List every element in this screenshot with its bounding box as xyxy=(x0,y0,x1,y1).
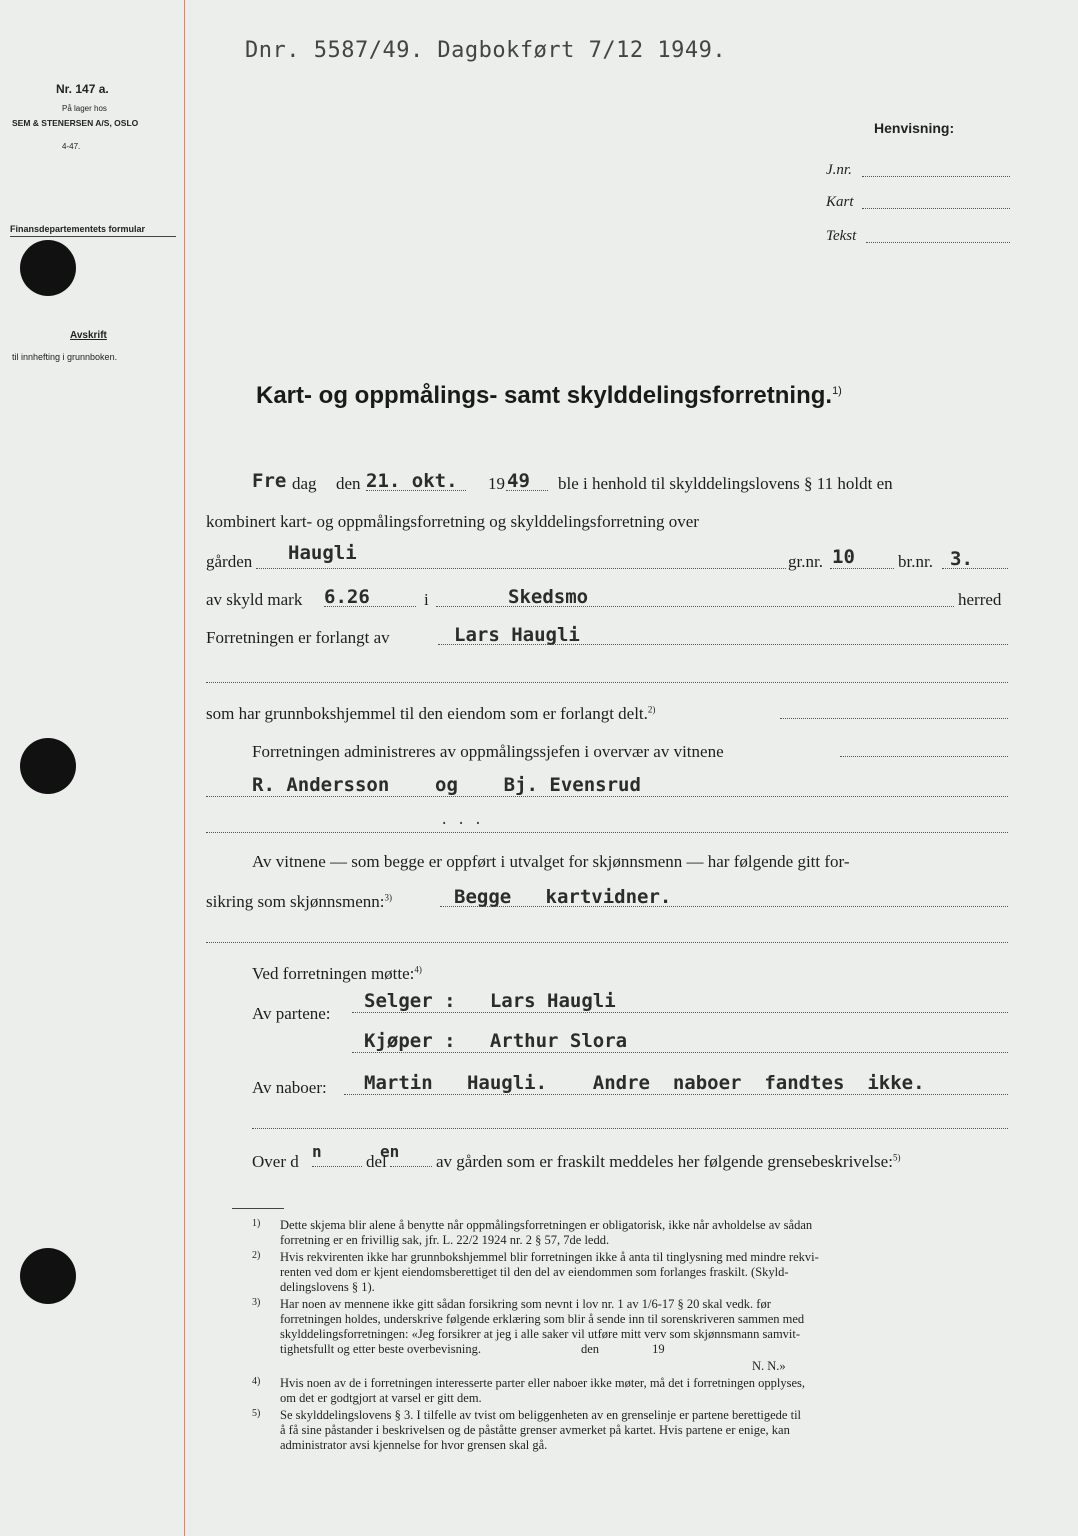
over-line-1 xyxy=(312,1166,362,1167)
blank-line-4 xyxy=(252,1128,1008,1129)
herred-line xyxy=(436,606,954,607)
over-text xyxy=(436,1152,900,1172)
naboer-value: Martin Haugli. Andre naboer fandtes ikke. xyxy=(364,1072,925,1094)
skyld-value: 6.26 xyxy=(324,586,370,608)
footnote-line: tighetsfullt og etter beste overbevisning. den 19 xyxy=(280,1342,665,1356)
herred-value: Skedsmo xyxy=(508,586,589,608)
grnr-line xyxy=(830,568,894,569)
forsikring-footnote-ref: 3) xyxy=(384,892,393,903)
forsikring-value: Begge kartvidner. xyxy=(454,886,672,908)
reference-jnr-label: J.nr. xyxy=(826,162,852,178)
partene-1: Selger : Lars Haugli xyxy=(364,990,616,1012)
reference-tekst-label: Tekst xyxy=(826,228,857,244)
vitner-dots: . . . xyxy=(440,812,483,828)
footnote-line: Har noen av mennene ikke gitt sådan forsikring som nevnt i lov nr. 1 av 1/6-17 § 20 skal vedk. før xyxy=(280,1297,771,1311)
punch-hole-bottom xyxy=(20,1248,76,1304)
line1-text: ble i henhold til skylddelingslovens § 11 holdt en xyxy=(558,474,893,493)
footnote-line: forretningen holdes, underskrive følgende erklæring som blir å sende inn til sorenskriveren sammen med xyxy=(280,1312,805,1326)
partene-line-1 xyxy=(352,1012,1008,1013)
blank-line-3 xyxy=(206,942,1008,943)
motte-label-text: Ved forretningen møtte: xyxy=(252,964,415,983)
blank-line-2 xyxy=(206,832,1008,833)
naboer-label: Av naboer: xyxy=(252,1078,327,1097)
fill-prefix: Fre xyxy=(252,470,287,492)
hjemmel-footnote-ref: 2) xyxy=(647,704,656,715)
footnote-number: 4) xyxy=(252,1376,261,1387)
form-owner-underline xyxy=(10,236,176,237)
forlangt-line xyxy=(438,644,1008,645)
partene-label: Av partene: xyxy=(252,1004,331,1023)
herred-label: herred xyxy=(958,590,1002,609)
naboer-line xyxy=(344,1094,1008,1095)
year-line xyxy=(506,490,548,491)
footnote-number: 5) xyxy=(252,1408,261,1419)
reference-tekst-line xyxy=(866,242,1010,243)
admin-line xyxy=(840,756,1008,757)
printer-line-2: SEM & STENERSEN A/S, OSLO xyxy=(12,118,139,128)
gard-value: Haugli xyxy=(288,542,357,564)
title-footnote-ref: 1) xyxy=(832,385,842,397)
footnote-line: skylddelingsforretningen: «Jeg forsikrer at jeg i alle saker vil utføre mitt verv som skjønnsmann samvit- xyxy=(280,1327,801,1341)
footnote-line: Se skylddelingslovens § 3. I tilfelle av tvist om beliggenheten av en grenselinje er partene berettigede til xyxy=(280,1408,802,1422)
i-label: i xyxy=(424,590,429,609)
partene-line-2 xyxy=(352,1052,1008,1053)
brnr-label: br.nr. xyxy=(898,552,933,571)
date-code: 4-47. xyxy=(62,142,81,151)
footnote-line: administrator avsi kjennelse for hvor grensen skal gå. xyxy=(280,1438,548,1452)
margin-rule xyxy=(184,0,185,1536)
forlangt-value: Lars Haugli xyxy=(454,624,580,646)
footnote-line: renten ved dom er kjent eiendomsberettiget til den del av eiendommen som forlanges fraskilt. (Skyld- xyxy=(280,1265,789,1279)
gard-label: gården xyxy=(206,552,253,571)
dag-label: dag xyxy=(292,474,317,493)
footnote-line: Dette skjema blir alene å benytte når oppmålingsforretningen er obligatorisk, ikke når avholdelse av sådan xyxy=(280,1218,813,1232)
grnr-label: gr.nr. xyxy=(788,552,823,571)
fill-date: 21. okt. xyxy=(366,470,458,492)
motte-footnote-ref: 4) xyxy=(414,964,422,975)
avskrift-label: Avskrift xyxy=(70,330,107,341)
hjemmel-text-body: som har grunnbokshjemmel til den eiendom som er forlangt delt. xyxy=(206,704,648,723)
hjemmel-line xyxy=(780,718,1008,719)
form-owner: Finansdepartementets formular xyxy=(10,224,146,234)
forsikring-line-2 xyxy=(206,892,392,912)
over-fill-2: en xyxy=(380,1142,400,1161)
forsikring-line-2-text: sikring som skjønnsmenn: xyxy=(206,892,385,911)
reference-heading: Henvisning: xyxy=(874,120,955,136)
over-fill-1: n xyxy=(312,1142,322,1161)
den-label: den xyxy=(336,474,361,493)
avskrift-note: til innhefting i grunnboken. xyxy=(12,352,118,362)
footnote-number: 1) xyxy=(252,1218,261,1229)
printer-line-1: På lager hos xyxy=(62,104,107,113)
hjemmel-text xyxy=(206,704,655,724)
footnote-line: å få sine påstander i beskrivelsen og de påståtte grenser avmerket på kartet. Hvis partene er enige, kan xyxy=(280,1423,790,1437)
footnote-number: 2) xyxy=(252,1250,261,1261)
footnote-line: om det er godtgjort at varsel er gitt dem. xyxy=(280,1391,482,1405)
document-title xyxy=(256,382,842,410)
over-text-body: av gården som er fraskilt meddeles her følgende grensebeskrivelse: xyxy=(436,1152,893,1171)
footnote-line: delingslovens § 1). xyxy=(280,1280,375,1294)
forsikring-line-1: Av vitnene — som begge er oppført i utvalget for skjønnsmenn — har følgende gitt for- xyxy=(252,852,850,871)
blank-line-1 xyxy=(206,682,1008,683)
grnr-value: 10 xyxy=(832,546,855,568)
reference-kart-line xyxy=(862,208,1010,209)
gard-line xyxy=(256,568,786,569)
footnote-line: forretning er en frivillig sak, jfr. L. 22/2 1924 nr. 2 § 57, 7de ledd. xyxy=(280,1233,610,1247)
footnote-line: Hvis rekvirenten ikke har grunnbokshjemmel blir forretningen ikke å anta til tinglysning med mindre rekvi- xyxy=(280,1250,819,1264)
skyld-label: av skyld mark xyxy=(206,590,303,609)
brnr-line xyxy=(942,568,1008,569)
footnote-line: Hvis noen av de i forretningen interesserte parter eller naboer ikke møter, må det i forretningen opplyses, xyxy=(280,1376,806,1390)
registration-stamp: Dnr. 5587/49. Dagbokført 7/12 1949. xyxy=(245,38,727,63)
over-footnote-ref: 5) xyxy=(892,1152,901,1163)
punch-hole-top xyxy=(20,240,76,296)
over-label: Over d xyxy=(252,1152,299,1171)
brnr-value: 3. xyxy=(950,548,973,570)
form-number: Nr. 147 a. xyxy=(56,82,109,96)
document-title-text: Kart- og oppmålings- samt skylddelingsforretning. xyxy=(256,382,833,409)
forsikring-line xyxy=(440,906,1008,907)
forlangt-label: Forretningen er forlangt av xyxy=(206,628,390,647)
footnote-number: 3) xyxy=(252,1297,261,1308)
date-line xyxy=(366,490,466,491)
reference-kart-label: Kart xyxy=(826,194,854,210)
vitner-value: R. Andersson og Bj. Evensrud xyxy=(252,774,641,796)
footnote-line: N. N.» xyxy=(752,1359,786,1373)
line2-text: kombinert kart- og oppmålingsforretning og skylddelingsforretning over xyxy=(206,512,699,531)
over-del: del xyxy=(366,1152,387,1171)
reference-jnr-line xyxy=(862,176,1010,177)
fill-year: 49 xyxy=(507,470,530,492)
admin-text: Forretningen administreres av oppmålingssjefen i overvær av vitnene xyxy=(252,742,724,761)
punch-hole-middle xyxy=(20,738,76,794)
partene-2: Kjøper : Arthur Slora xyxy=(364,1030,628,1052)
over-line-2 xyxy=(390,1166,432,1167)
vitner-line xyxy=(206,796,1008,797)
skyld-line xyxy=(324,606,416,607)
year-prefix: 19 xyxy=(488,474,505,493)
motte-label xyxy=(252,964,422,984)
footnote-separator xyxy=(232,1208,284,1209)
